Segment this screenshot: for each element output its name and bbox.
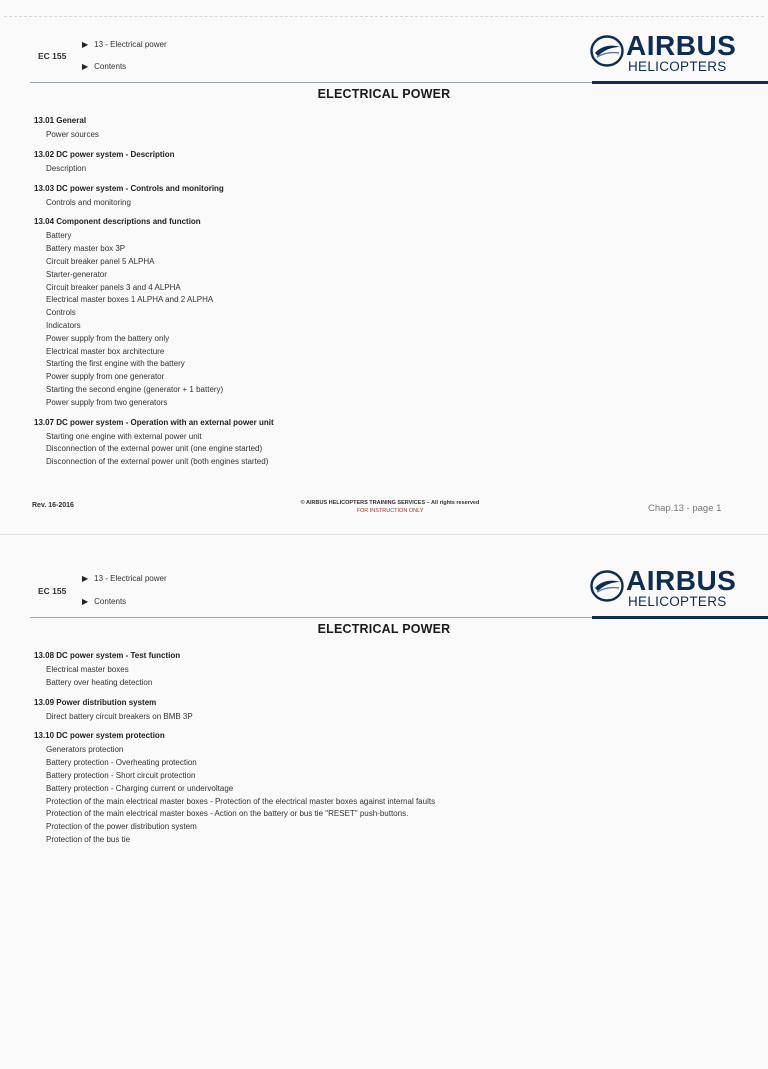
table-of-contents: [34, 112, 734, 473]
footer-instruction-notice: FOR INSTRUCTION ONLY: [356, 508, 424, 514]
toc-section-heading[interactable]: 13.02 DC power system - Description: [34, 149, 175, 159]
toc-item[interactable]: Battery master box 3P: [46, 244, 126, 254]
toc-item[interactable]: Battery over heating detection: [46, 677, 153, 687]
toc-item[interactable]: Power supply from one generator: [46, 372, 165, 382]
toc-item[interactable]: Disconnection of the external power unit (both engines started): [46, 457, 269, 467]
airbus-helicopters-logo: [588, 567, 743, 611]
breadcrumb-contents-link[interactable]: [82, 597, 126, 606]
page-title: ELECTRICAL POWER: [317, 622, 451, 636]
top-edge-divider: [4, 16, 764, 17]
footer-copyright-block: [240, 499, 540, 515]
toc-section-heading[interactable]: 13.08 DC power system - Test function: [34, 651, 181, 660]
toc-section-heading[interactable]: 13.10 DC power system protection: [34, 731, 165, 741]
toc-item[interactable]: Circuit breaker panels 3 and 4 ALPHA: [46, 282, 181, 292]
header-rule: [30, 82, 768, 83]
toc-section-heading[interactable]: 13.09 Power distribution system: [34, 697, 157, 707]
footer-copyright: © AIRBUS HELICOPTERS TRAINING SERVICES – All rights reserved: [300, 500, 480, 506]
toc-item[interactable]: Electrical master boxes 1 ALPHA and 2 ALPHA: [46, 295, 214, 305]
breadcrumb-chapter-link[interactable]: [82, 40, 167, 49]
toc-item[interactable]: Controls and monitoring: [46, 197, 131, 207]
toc-item[interactable]: Battery: [46, 231, 72, 241]
toc-section-heading[interactable]: 13.01 General: [34, 116, 87, 125]
toc-item[interactable]: Protection of the bus tie: [46, 834, 131, 844]
toc-item[interactable]: Generators protection: [46, 745, 124, 755]
triangle-right-icon: ▶: [82, 40, 89, 49]
toc-item[interactable]: Power supply from the battery only: [46, 333, 170, 343]
toc-section: [34, 146, 734, 176]
toc-item[interactable]: Circuit breaker panel 5 ALPHA: [46, 256, 155, 266]
breadcrumb-contents-label: Contents: [94, 597, 127, 606]
toc-item[interactable]: Power supply from two generators: [46, 397, 168, 407]
breadcrumb-contents-label: Contents: [94, 62, 127, 71]
aircraft-model: EC 155: [38, 586, 67, 596]
triangle-right-icon: ▶: [82, 597, 89, 606]
toc-section: [34, 213, 734, 409]
toc-item[interactable]: Electrical master box architecture: [46, 346, 165, 356]
footer-revision: Rev. 16-2016: [32, 502, 74, 509]
toc-section: [34, 647, 734, 690]
toc-section: [34, 414, 734, 469]
airbus-swirl-icon: [590, 570, 624, 602]
airbus-swirl-icon: [590, 35, 624, 67]
triangle-right-icon: ▶: [82, 574, 89, 583]
breadcrumb-chapter-label: 13 - Electrical power: [94, 574, 167, 583]
toc-item[interactable]: Description: [46, 163, 87, 173]
page-title: ELECTRICAL POWER: [317, 87, 451, 101]
airbus-helicopters-logo: [588, 32, 743, 76]
toc-item[interactable]: Direct battery circuit breakers on BMB 3P: [46, 711, 193, 721]
toc-item[interactable]: Controls: [46, 308, 76, 318]
toc-item[interactable]: Protection of the main electrical master boxes - Protection of the electrical master boxes against internal faults: [46, 796, 436, 806]
toc-section: [34, 694, 734, 724]
toc-item[interactable]: Battery protection - Short circuit protection: [46, 770, 196, 780]
toc-section: [34, 727, 734, 846]
logo-sub-text: HELICOPTERS: [628, 59, 727, 74]
toc-item[interactable]: Disconnection of the external power unit (one engine started): [46, 444, 263, 454]
document-page-1: [0, 0, 768, 534]
aircraft-model: EC 155: [38, 51, 67, 61]
toc-item[interactable]: Protection of the main electrical master boxes - Action on the battery or bus tie "RESET" push-buttons.: [46, 809, 409, 819]
toc-item[interactable]: Battery protection - Charging current or undervoltage: [46, 783, 234, 793]
toc-item[interactable]: Starting the first engine with the battery: [46, 359, 185, 369]
toc-item[interactable]: Protection of the power distribution system: [46, 822, 197, 832]
logo-sub-text: HELICOPTERS: [628, 594, 727, 609]
header-rule: [30, 617, 768, 618]
toc-item[interactable]: Battery protection - Overheating protection: [46, 758, 197, 768]
toc-item[interactable]: Power sources: [46, 130, 99, 139]
table-of-contents: [34, 647, 734, 851]
toc-section-heading[interactable]: 13.03 DC power system - Controls and monitoring: [34, 183, 224, 193]
breadcrumb-chapter-link[interactable]: [82, 574, 167, 583]
toc-item[interactable]: Starting the second engine (generator + 1 battery): [46, 384, 224, 394]
logo-brand-text: AIRBUS: [626, 565, 737, 596]
toc-section: [34, 180, 734, 210]
toc-section-heading[interactable]: 13.07 DC power system - Operation with an external power unit: [34, 417, 274, 427]
toc-item[interactable]: Starter-generator: [46, 269, 107, 279]
logo-brand-text: AIRBUS: [626, 30, 737, 61]
document-page-2: [0, 534, 768, 1069]
toc-section: [34, 112, 734, 142]
footer-page-number: Chap.13 - page 1: [648, 503, 722, 514]
toc-item[interactable]: Electrical master boxes: [46, 665, 129, 674]
toc-item[interactable]: Starting one engine with external power unit: [46, 431, 202, 441]
toc-section-heading[interactable]: 13.04 Component descriptions and function: [34, 217, 201, 227]
breadcrumb-contents-link[interactable]: [82, 62, 126, 71]
breadcrumb-chapter-label: 13 - Electrical power: [94, 40, 167, 49]
triangle-right-icon: ▶: [82, 62, 89, 71]
toc-item[interactable]: Indicators: [46, 320, 81, 330]
